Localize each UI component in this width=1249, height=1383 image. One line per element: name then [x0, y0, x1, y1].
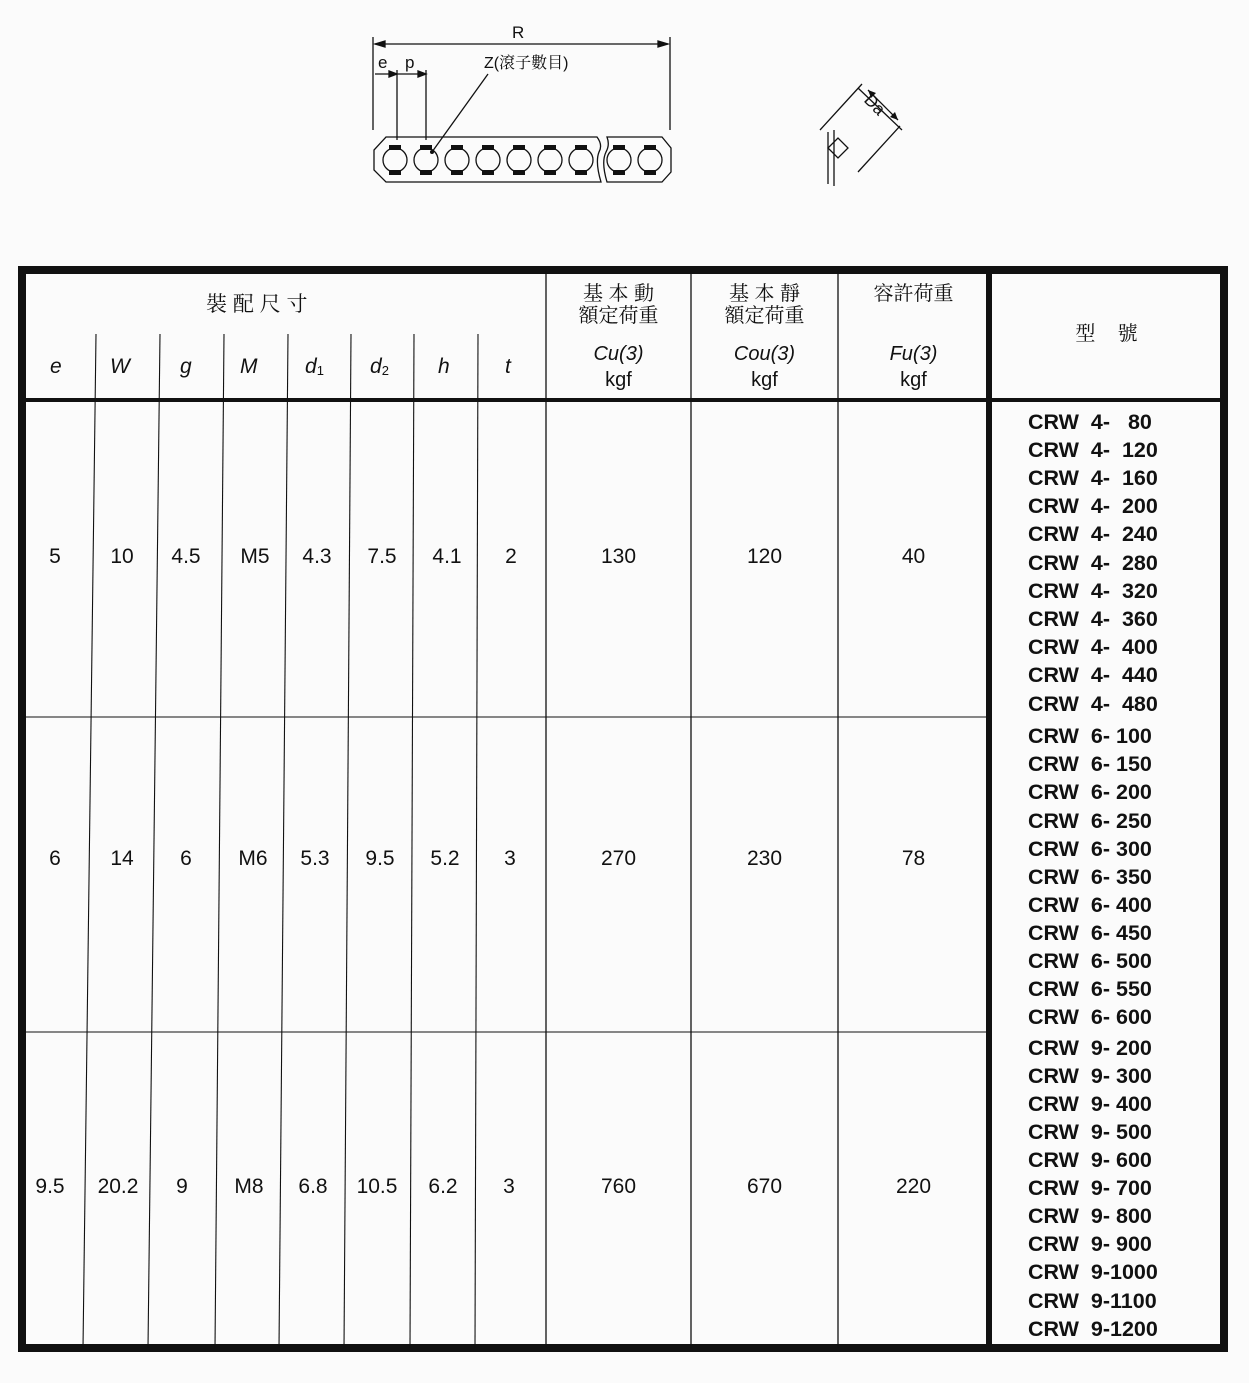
g3-fu: 220 [895, 1175, 932, 1198]
model-header: 型 號 [1075, 323, 1138, 345]
g2-h: 5.2 [430, 847, 460, 870]
g3-cu: 760 [600, 1175, 637, 1198]
col-header-M: M [240, 355, 258, 378]
g1-d2: 7.5 [367, 545, 397, 568]
g3-e: 9.5 [35, 1175, 65, 1198]
model-item: CRW 4- 120 [1028, 438, 1158, 462]
g2-cou: 230 [746, 847, 783, 870]
model-item: CRW 4- 160 [1028, 466, 1158, 490]
static-load-title-2: 額定荷重 [724, 305, 805, 327]
model-item: CRW 6- 100 [1028, 724, 1152, 748]
model-item: CRW 6- 200 [1028, 780, 1152, 804]
model-item: CRW 4- 400 [1028, 635, 1158, 659]
model-item: CRW 4- 280 [1028, 551, 1158, 575]
col-header-d2: d2 [370, 355, 389, 378]
allowable-load-unit: kgf [900, 369, 927, 391]
g2-cu: 270 [600, 847, 637, 870]
g1-g: 4.5 [171, 545, 201, 568]
dynamic-load-symbol: Cu(3) [593, 343, 644, 365]
col-header-e: e [50, 355, 62, 378]
col-header-t: t [505, 355, 511, 378]
model-item: CRW 9- 800 [1028, 1204, 1152, 1228]
label-R: R [512, 23, 525, 42]
col-header-h: h [438, 355, 450, 378]
g1-cu: 130 [600, 545, 637, 568]
g1-e: 5 [49, 545, 61, 568]
g1-cou: 120 [746, 545, 783, 568]
mounting-dimensions-header: 裝 配 尺 寸 [206, 293, 308, 316]
g3-W: 20.2 [97, 1175, 139, 1198]
label-p: p [405, 53, 415, 72]
model-item: CRW 9- 400 [1028, 1092, 1152, 1116]
model-item: CRW 6- 150 [1028, 752, 1152, 776]
label-Z: Z(滾子數目) [484, 55, 569, 72]
model-item: CRW 4- 240 [1028, 522, 1158, 546]
col-header-g: g [180, 355, 192, 378]
g1-d1: 4.3 [302, 545, 332, 568]
g3-h: 6.2 [428, 1175, 458, 1198]
model-item: CRW 9- 300 [1028, 1064, 1152, 1088]
g3-d2: 10.5 [356, 1175, 398, 1198]
model-item: CRW 9- 600 [1028, 1148, 1152, 1172]
model-item: CRW 6- 500 [1028, 949, 1152, 973]
dynamic-load-title-1: 基 本 動 [582, 283, 655, 305]
model-item: CRW 6- 300 [1028, 837, 1152, 861]
model-item: CRW 6- 400 [1028, 893, 1152, 917]
g3-g: 9 [176, 1175, 188, 1198]
g2-M: M6 [238, 847, 268, 870]
model-item: CRW 4- 360 [1028, 607, 1158, 631]
g2-fu: 78 [901, 847, 926, 870]
label-Da: Da [860, 90, 890, 120]
g1-t: 2 [505, 545, 517, 568]
model-item: CRW 6- 250 [1028, 809, 1152, 833]
allowable-load-symbol: Fu(3) [889, 343, 938, 365]
g2-g: 6 [180, 847, 192, 870]
g2-W: 14 [110, 847, 134, 870]
g2-e: 6 [49, 847, 61, 870]
g1-M: M5 [240, 545, 270, 568]
g3-d1: 6.8 [298, 1175, 328, 1198]
model-item: CRW 4- 80 [1028, 410, 1152, 434]
model-item: CRW 9- 200 [1028, 1036, 1152, 1060]
g1-fu: 40 [901, 545, 926, 568]
static-load-symbol: Cou(3) [733, 343, 796, 365]
g3-cou: 670 [746, 1175, 783, 1198]
model-item: CRW 9-1000 [1028, 1260, 1158, 1284]
model-item: CRW 6- 600 [1028, 1005, 1152, 1029]
model-item: CRW 9- 700 [1028, 1176, 1152, 1200]
col-header-W: W [110, 355, 130, 378]
model-item: CRW 6- 450 [1028, 921, 1152, 945]
model-item: CRW 9-1100 [1028, 1289, 1157, 1313]
model-item: CRW 9- 900 [1028, 1232, 1152, 1256]
model-item: CRW 6- 550 [1028, 977, 1152, 1001]
g2-t: 3 [504, 847, 516, 870]
spec-table [18, 266, 1228, 1352]
dynamic-load-title-2: 額定荷重 [578, 305, 659, 327]
model-item: CRW 4- 320 [1028, 579, 1158, 603]
static-load-unit: kgf [751, 369, 778, 391]
dynamic-load-unit: kgf [605, 369, 632, 391]
g3-t: 3 [503, 1175, 515, 1198]
col-header-d1: d1 [305, 355, 324, 378]
model-item: CRW 9-1200 [1028, 1317, 1158, 1341]
g3-M: M8 [234, 1175, 264, 1198]
model-item: CRW 9- 500 [1028, 1120, 1152, 1144]
model-item: CRW 6- 350 [1028, 865, 1152, 889]
g1-h: 4.1 [432, 545, 462, 568]
model-item: CRW 4- 200 [1028, 494, 1158, 518]
g1-W: 10 [110, 545, 134, 568]
g2-d1: 5.3 [300, 847, 330, 870]
roller-cage-diagram [0, 0, 1249, 230]
label-e: e [378, 53, 388, 72]
model-item: CRW 4- 480 [1028, 692, 1158, 716]
static-load-title-1: 基 本 靜 [728, 283, 801, 305]
g2-d2: 9.5 [365, 847, 395, 870]
allowable-load-title: 容許荷重 [873, 283, 954, 305]
model-item: CRW 4- 440 [1028, 663, 1158, 687]
